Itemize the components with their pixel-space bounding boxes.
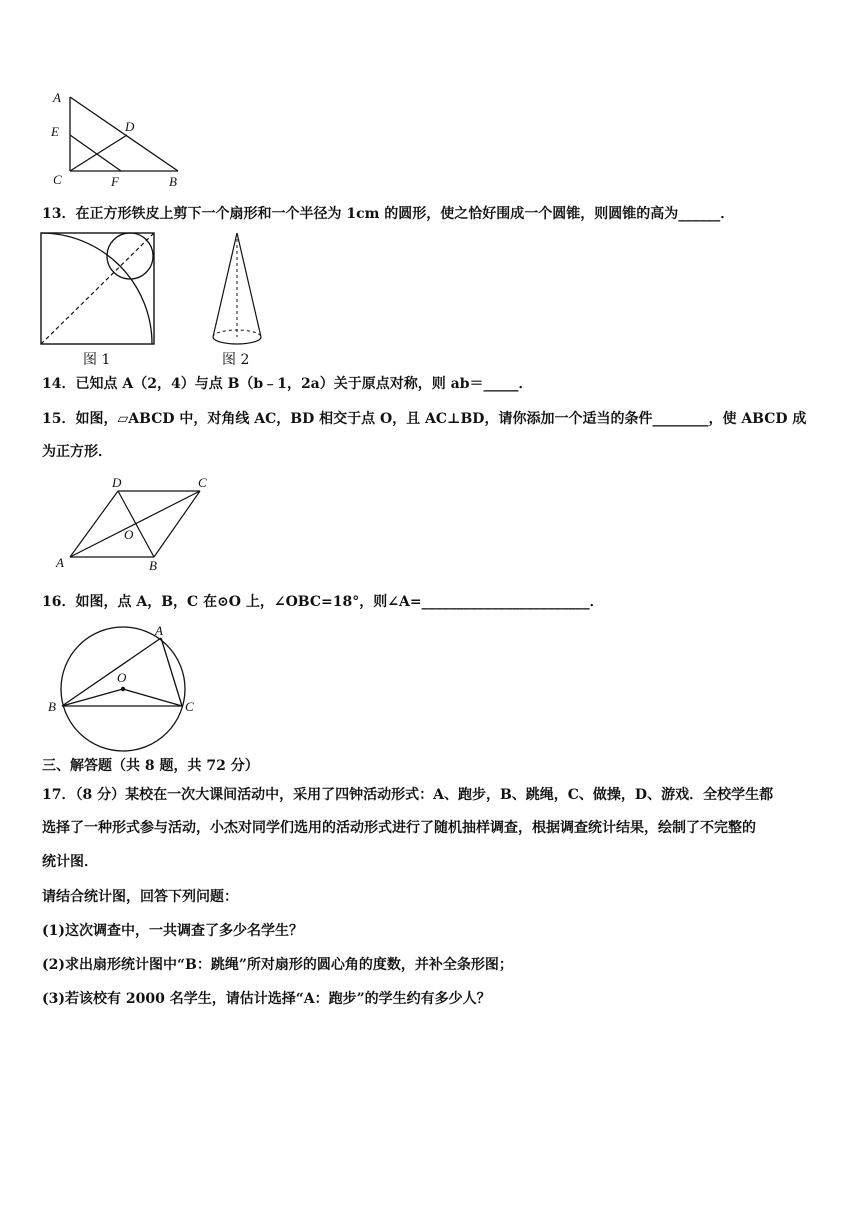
side-da: [70, 491, 118, 557]
label-a: A: [56, 555, 64, 570]
label-o: O: [124, 527, 134, 542]
label-b: B: [48, 699, 56, 714]
question-17-line-2: 选择了一种形式参与活动，小杰对同学们选用的活动形式进行了随机抽样调查，根据调查统计结果，绘制了不完整的: [42, 820, 756, 836]
parallelogram-figure: [50, 475, 225, 575]
label-b: B: [169, 174, 177, 189]
question-17-sub-1: (1)这次调查中，一共调查了多少名学生？: [42, 923, 303, 939]
label-a: A: [53, 90, 61, 105]
figure-2-caption: 图 2: [222, 352, 250, 368]
section-title: 三、解答题（共 8 题，共 72 分）: [42, 758, 259, 774]
question-17-line-1: 17．（8 分）某校在一次大课间活动中，采用了四钟活动形式：A、跑步，B、跳绳，C、做操，D、游戏．全校学生都: [42, 787, 774, 803]
label-d: D: [112, 475, 122, 490]
question-14: 14．已知点 A（2，4）与点 B（b﹣1，2a）关于原点对称，则 ab＝_____．: [42, 376, 533, 392]
question-16: 16．如图，点 A，B，C 在⊙O 上，∠OBC=18°，则∠A=________________________．: [42, 594, 604, 610]
square-sector-figure: [38, 230, 160, 370]
label-e: E: [51, 124, 59, 139]
label-f: F: [111, 174, 119, 189]
radius-ob: [62, 689, 123, 706]
label-c: C: [185, 699, 194, 714]
cone-figure: [200, 230, 280, 370]
segment-ab: [70, 97, 178, 171]
figure-1-caption: 图 1: [83, 352, 111, 368]
label-c: C: [198, 475, 207, 490]
chord-ac: [161, 638, 182, 706]
label-c: C: [53, 172, 62, 187]
label-o: O: [117, 670, 127, 685]
radius-oc: [123, 689, 182, 706]
question-17-prompt: 请结合统计图，回答下列问题：: [42, 889, 238, 905]
diagonal-bd: [118, 491, 154, 557]
cone-right-edge: [237, 233, 261, 337]
diagonal-ac: [70, 491, 200, 557]
question-17-sub-2: (2)求出扇形统计图中“B：跳绳”所对扇形的圆心角的度数，并补全条形图；: [42, 957, 513, 973]
cone-base-front: [213, 337, 261, 344]
question-15-line-2: 为正方形．: [42, 444, 112, 460]
circle-figure: [45, 618, 205, 758]
small-circle: [107, 233, 153, 279]
question-17-line-3: 统计图．: [42, 854, 98, 870]
label-d: D: [125, 119, 135, 134]
triangle-figure-q12: [45, 85, 195, 195]
label-b: B: [149, 558, 157, 573]
question-17-sub-3: (3)若该校有 2000 名学生，请估计选择“A：跑步”的学生约有多少人？: [42, 991, 491, 1007]
side-cb: [154, 491, 200, 557]
center-point: [121, 687, 125, 691]
label-a: A: [155, 623, 163, 638]
question-13: 13．在正方形铁皮上剪下一个扇形和一个半径为 1cm 的圆形，使之恰好围成一个圆锥，则圆锥的高为______．: [42, 206, 735, 222]
question-15-line-1: 15．如图，▱ABCD 中，对角线 AC，BD 相交于点 O，且 AC⊥BD，请你添加一个适当的条件________，使 ABCD 成: [42, 411, 807, 427]
cone-left-edge: [213, 233, 237, 337]
